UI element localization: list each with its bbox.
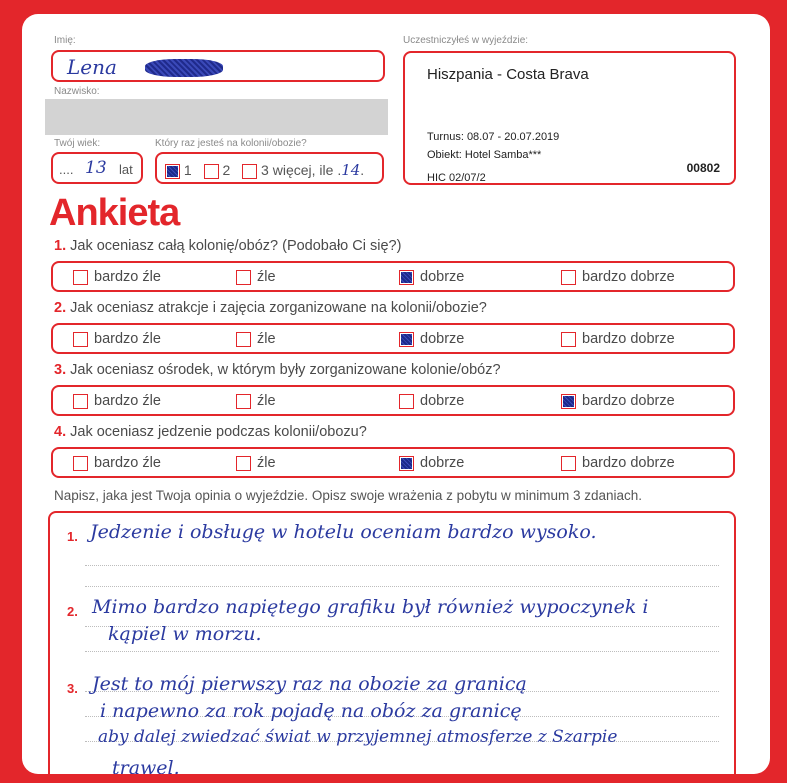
ruled-line — [85, 565, 719, 566]
ruled-line — [85, 586, 719, 587]
question-2: 2. Jak oceniasz atrakcje i zajęcia zorganizowane na kolonii/obozie? — [54, 300, 487, 316]
opinion-1-number: 1. — [67, 529, 78, 544]
age-field[interactable] — [51, 152, 143, 184]
times-label: Który raz jesteś na kolonii/obozie? — [155, 138, 307, 149]
times-3-label: 3 więcej, ile — [261, 162, 334, 178]
opinion-2-line-1: Mimo bardzo napiętego grafiku był również wypoczynek i — [92, 596, 649, 618]
times-count-value: 14 — [341, 161, 361, 179]
q4-opt-dobrze[interactable]: dobrze — [399, 455, 464, 471]
q3-opt-dobrze[interactable]: dobrze — [399, 393, 464, 409]
trip-obiekt: Obiekt: Hotel Samba*** — [427, 149, 542, 161]
opinion-3-line-4: trawel. — [112, 757, 180, 774]
q1-opt-bardzo-dobrze[interactable]: bardzo dobrze — [561, 269, 675, 285]
q3-opt-zle[interactable]: źle — [236, 393, 276, 409]
q2-opt-zle[interactable]: źle — [236, 331, 276, 347]
q4-opt-zle[interactable]: źle — [236, 455, 276, 471]
surname-label: Nazwisko: — [54, 86, 100, 97]
opinion-prompt: Napisz, jaka jest Twoja opinia o wyjeździe. Opisz swoje wrażenia z pobytu w minimum 3 zdaniach. — [54, 488, 643, 503]
age-value: 13 — [85, 158, 107, 178]
q1-opt-zle[interactable]: źle — [236, 269, 276, 285]
surname-redacted — [45, 99, 388, 135]
age-label: Twój wiek: — [54, 138, 101, 149]
opinion-3-line-2: i napewno za rok pojadę na obóz za granicę — [100, 700, 522, 722]
q2-opt-bardzo-zle[interactable]: bardzo źle — [73, 331, 161, 347]
first-name-value: Lena — [67, 55, 117, 79]
trip-info-box — [403, 51, 736, 185]
question-1-options — [51, 261, 735, 292]
trip-destination: Hiszpania - Costa Brava — [427, 66, 589, 83]
question-3: 3. Jak oceniasz ośrodek, w którym były zorganizowane kolonie/obóz? — [54, 362, 501, 378]
q3-opt-bardzo-dobrze[interactable]: bardzo dobrze — [561, 393, 675, 409]
times-1-label: 1 — [183, 162, 192, 178]
times-3-checkbox[interactable] — [242, 164, 257, 179]
question-3-options — [51, 385, 735, 416]
trip-turnus: Turnus: 08.07 - 20.07.2019 — [427, 131, 560, 143]
survey-sheet — [22, 14, 770, 774]
q4-opt-bardzo-zle[interactable]: bardzo źle — [73, 455, 161, 471]
times-1-checkbox[interactable] — [165, 164, 180, 179]
question-4: 4. Jak oceniasz jedzenie podczas kolonii/obozu? — [54, 424, 367, 440]
q1-opt-bardzo-zle[interactable]: bardzo źle — [73, 269, 161, 285]
trip-code: 00802 — [686, 161, 720, 175]
age-dots: .... — [59, 162, 74, 177]
opinion-1-line-1: Jedzenie i obsługę w hotelu oceniam bardzo wysoko. — [90, 521, 597, 543]
question-1: 1. Jak oceniasz całą kolonię/obóz? (Podobało Ci się?) — [54, 238, 402, 254]
trip-hic: HIC 02/07/2 — [427, 172, 486, 184]
times-count-dots: . — [337, 162, 342, 178]
times-count-dots-after: . — [360, 162, 365, 178]
first-name-label: Imię: — [54, 35, 76, 46]
redacted-scribble — [145, 59, 223, 77]
opinion-box[interactable] — [48, 511, 736, 774]
q4-opt-bardzo-dobrze[interactable]: bardzo dobrze — [561, 455, 675, 471]
participants-label: Uczestniczyłeś w wyjeździe: — [403, 35, 529, 46]
first-name-field[interactable] — [51, 50, 385, 82]
age-unit: lat — [119, 162, 133, 177]
q3-opt-bardzo-zle[interactable]: bardzo źle — [73, 393, 161, 409]
q2-opt-bardzo-dobrze[interactable]: bardzo dobrze — [561, 331, 675, 347]
times-2-checkbox[interactable] — [204, 164, 219, 179]
opinion-2-number: 2. — [67, 604, 78, 619]
opinion-3-number: 3. — [67, 681, 78, 696]
ruled-line — [85, 651, 719, 652]
q2-opt-dobrze[interactable]: dobrze — [399, 331, 464, 347]
question-4-options — [51, 447, 735, 478]
opinion-3-line-1: Jest to mój pierwszy raz na obozie za granicą — [92, 673, 527, 695]
q1-opt-dobrze[interactable]: dobrze — [399, 269, 464, 285]
question-2-options — [51, 323, 735, 354]
times-field — [155, 152, 384, 184]
opinion-2-line-2: kąpiel w morzu. — [108, 623, 262, 645]
opinion-3-line-3: aby dalej zwiedzać świat w przyjemnej atmosferze z Szarpie — [98, 727, 618, 747]
times-2-label: 2 — [222, 162, 231, 178]
survey-title: Ankieta — [49, 192, 180, 234]
